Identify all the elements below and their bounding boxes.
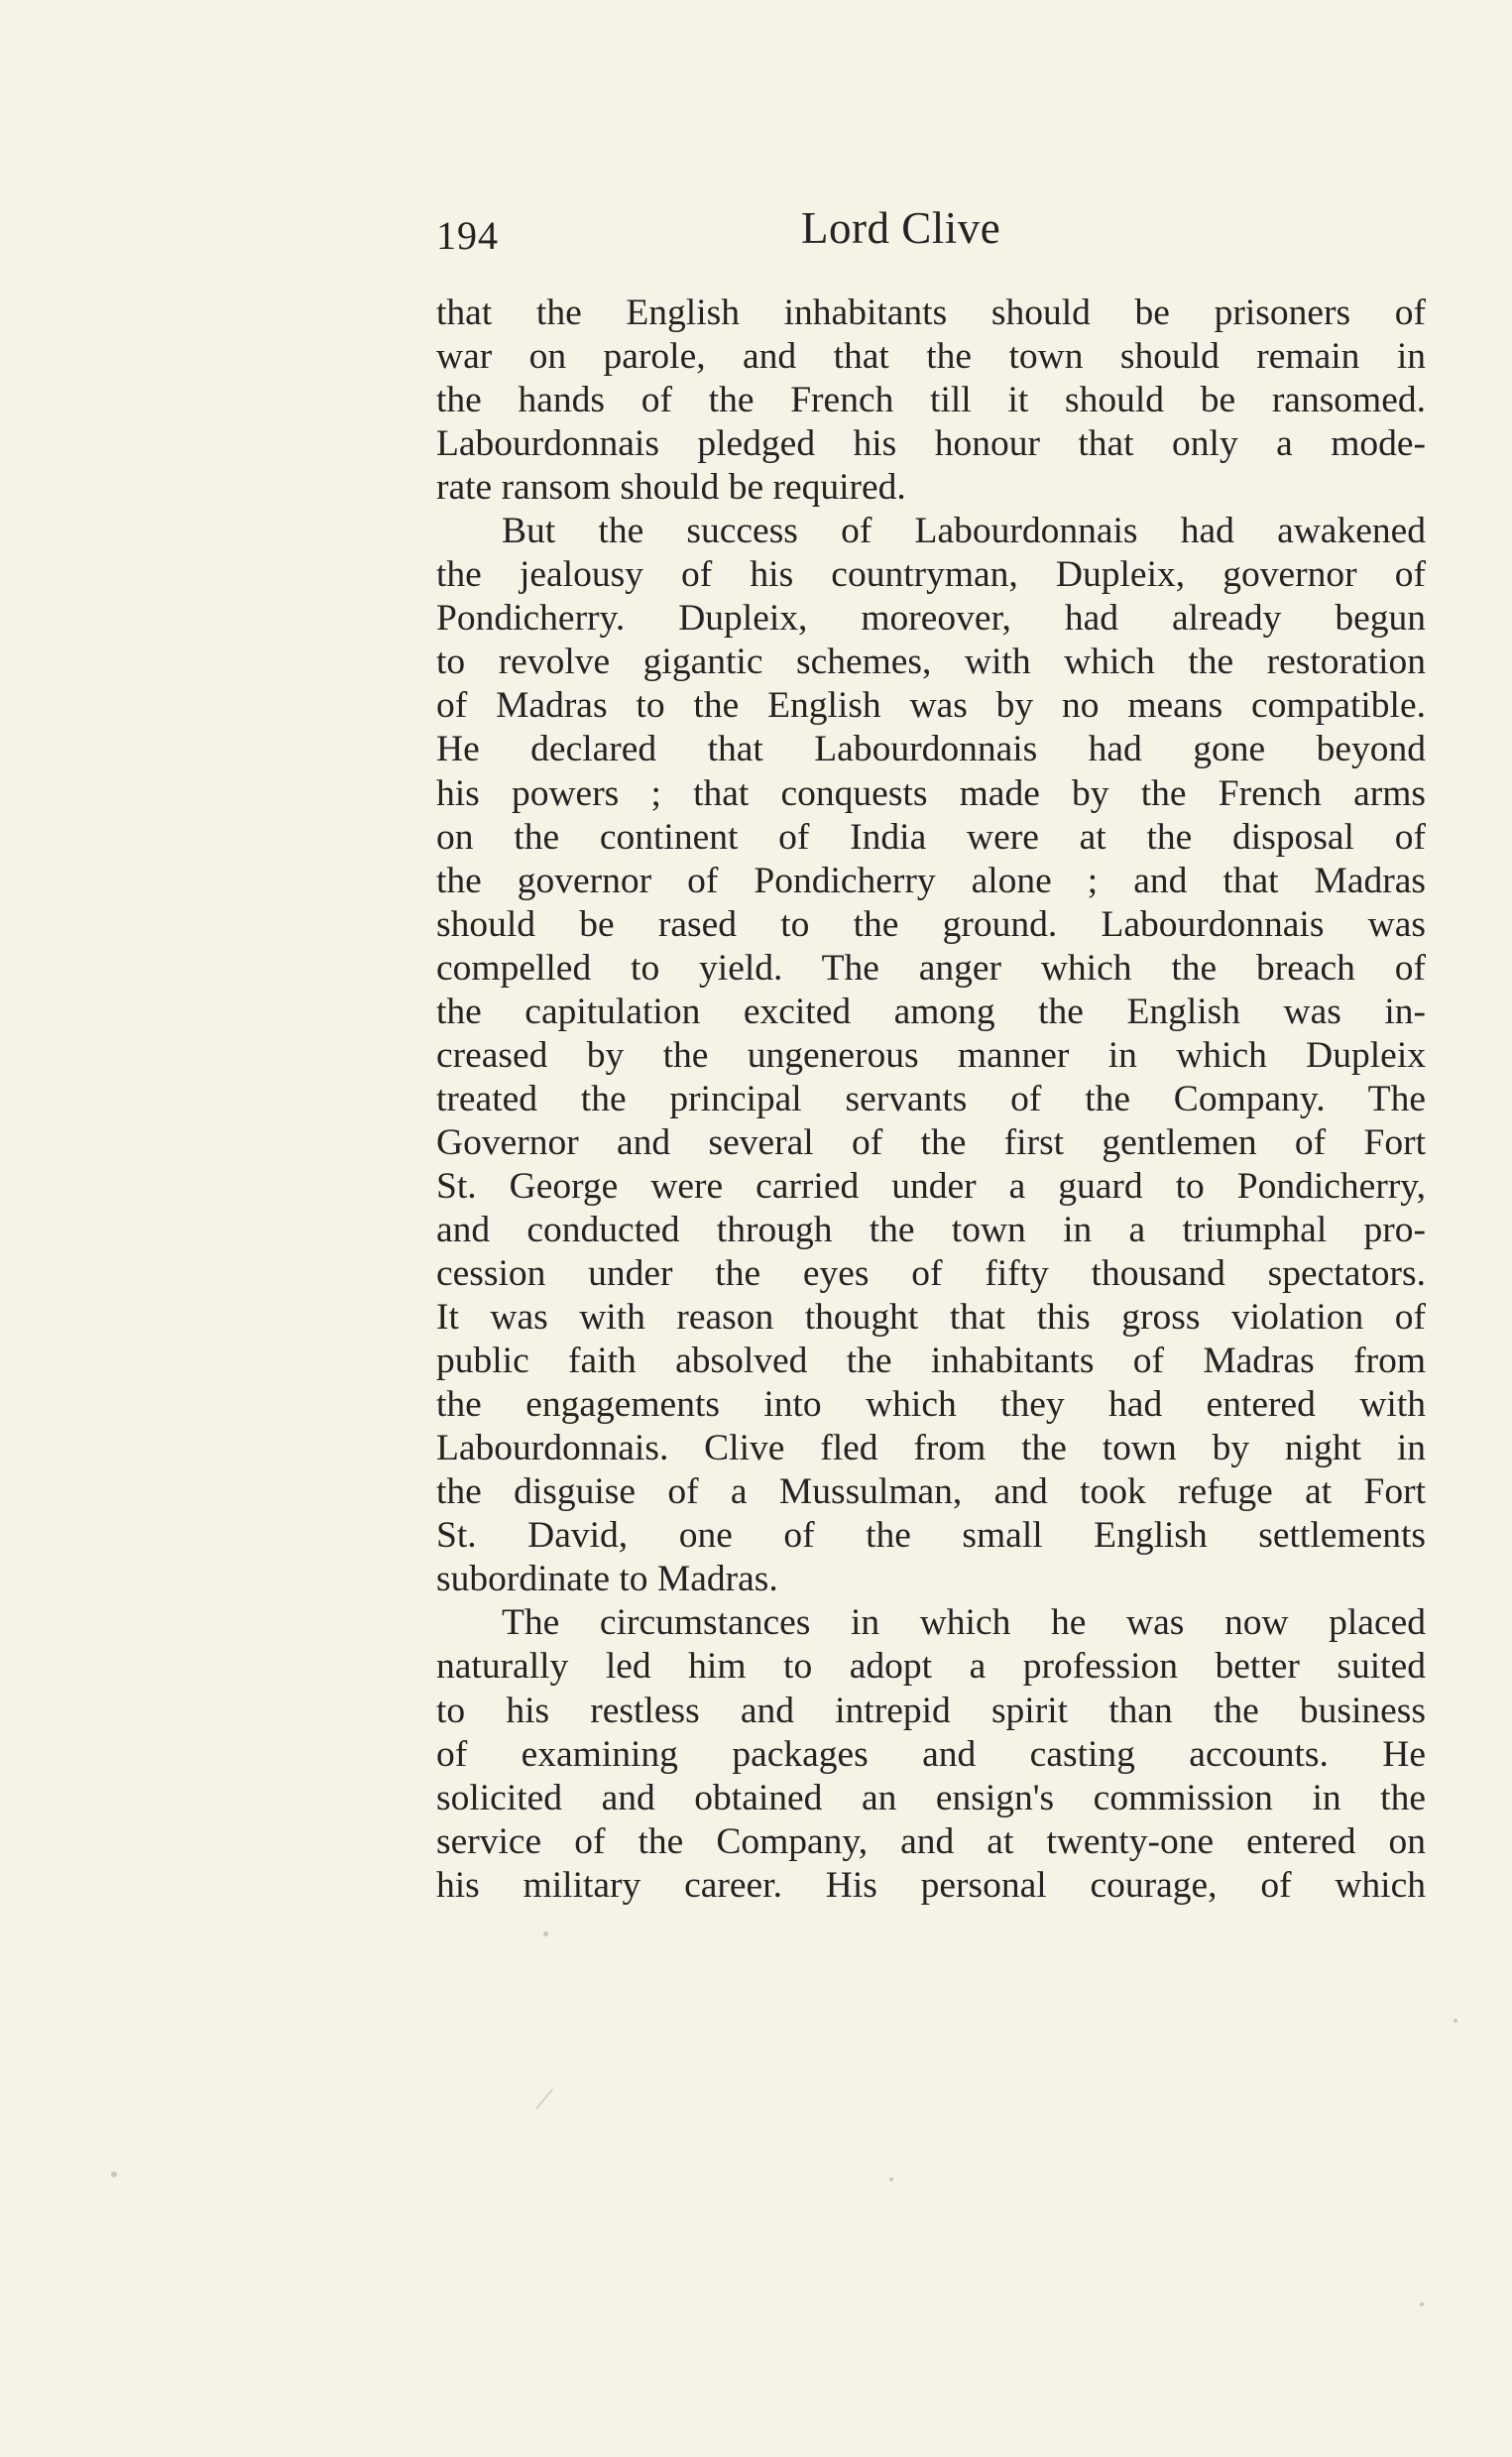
text-line: The circumstances in which he was now placed [502, 1602, 1426, 1644]
scan-speck [111, 2171, 117, 2177]
text-line: public faith absolved the inhabitants of Madras from [436, 1341, 1426, 1382]
text-line: Pondicherry. Dupleix, moreover, had already begun [436, 598, 1426, 640]
scan-scratch [535, 2088, 553, 2109]
text-line: St. George were carried under a guard to Pondicherry, [436, 1165, 1426, 1207]
text-line: cession under the eyes of fifty thousand spectators. [436, 1253, 1426, 1295]
scan-speck [1420, 2302, 1424, 2306]
text-line: solicited and obtained an ensign's commission in the [436, 1777, 1426, 1818]
text-line: and conducted through the town in a triumphal pro- [436, 1209, 1426, 1250]
text-line: the hands of the French till it should be ransomed. [436, 380, 1426, 421]
text-line: Governor and several of the first gentlemen of Fort [436, 1121, 1426, 1163]
text-line: creased by the ungenerous manner in which Dupleix [436, 1034, 1426, 1076]
text-line: It was with reason thought that this gross violation of [436, 1297, 1426, 1339]
text-line: war on parole, and that the town should remain in [436, 336, 1426, 378]
text-line: the jealousy of his countryman, Dupleix, governor of [436, 554, 1426, 596]
scan-speck [543, 1931, 548, 1936]
text-line: naturally led him to adopt a profession better suited [436, 1646, 1426, 1688]
page-number: 194 [436, 213, 499, 258]
text-line: his powers ; that conquests made by the French arms [436, 772, 1426, 814]
text-line: subordinate to Madras. [436, 1559, 778, 1600]
text-line: the engagements into which they had entered with [436, 1384, 1426, 1426]
scan-speck [889, 2177, 893, 2181]
text-line: But the success of Labourdonnais had awakened [502, 511, 1426, 552]
text-line: to his restless and intrepid spirit than the business [436, 1690, 1426, 1731]
page-header [436, 202, 1428, 262]
text-line: service of the Company, and at twenty-one entered on [436, 1820, 1426, 1862]
text-line: the disguise of a Mussulman, and took refuge at Fort [436, 1471, 1426, 1513]
scan-speck [1454, 2019, 1457, 2023]
text-line: treated the principal servants of the Company. The [436, 1078, 1426, 1119]
text-line: on the continent of India were at the disposal of [436, 816, 1426, 858]
text-line: St. David, one of the small English settlements [436, 1515, 1426, 1557]
text-line: to revolve gigantic schemes, with which the restoration [436, 642, 1426, 683]
text-line: his military career. His personal courage, of which [436, 1864, 1426, 1906]
text-line: compelled to yield. The anger which the breach of [436, 947, 1426, 989]
running-title: Lord Clive [801, 203, 1001, 253]
text-line: of Madras to the English was by no means compatible. [436, 685, 1426, 727]
text-line: should be rased to the ground. Labourdonnais was [436, 903, 1426, 945]
text-line: rate ransom should be required. [436, 467, 906, 509]
text-line: Labourdonnais. Clive fled from the town by night in [436, 1428, 1426, 1469]
text-line: that the English inhabitants should be prisoners of [436, 292, 1426, 333]
text-line: He declared that Labourdonnais had gone beyond [436, 729, 1426, 770]
text-line: Labourdonnais pledged his honour that only a mode- [436, 423, 1426, 465]
text-line: the governor of Pondicherry alone ; and that Madras [436, 860, 1426, 901]
text-line: of examining packages and casting accounts. He [436, 1733, 1426, 1775]
text-line: the capitulation excited among the English was in- [436, 991, 1426, 1032]
body-text [436, 292, 1426, 1908]
